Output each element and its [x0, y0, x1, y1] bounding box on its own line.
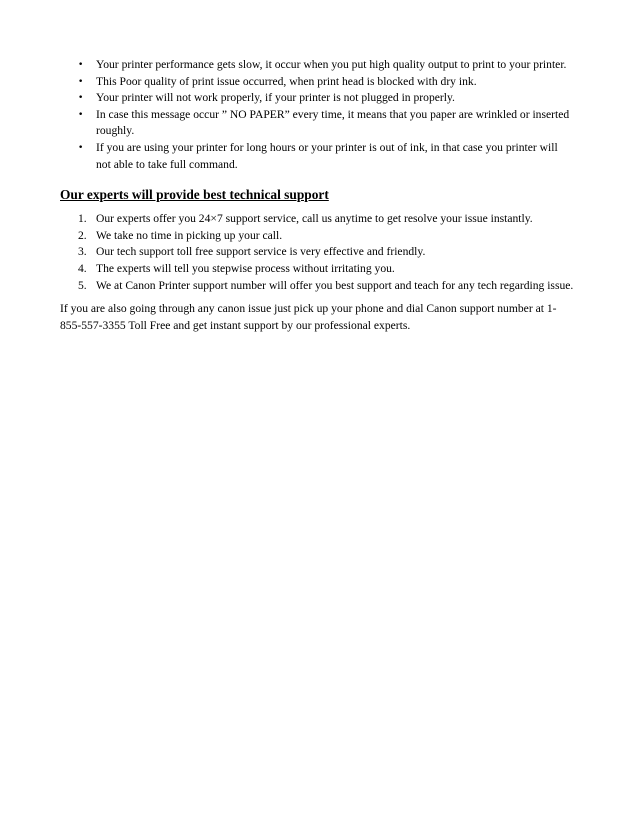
bullet-text: In case this message occur ” NO PAPER” every time, it means that you paper are wrinkled or inserted roughly. [96, 107, 570, 138]
item-number: 4. [78, 261, 87, 275]
item-number: 3. [78, 245, 87, 259]
numbered-item [78, 244, 574, 261]
support-numbered-list [60, 211, 574, 294]
bullet-icon: • [78, 76, 84, 87]
closing-paragraph: If you are also going through any canon issue just pick up your phone and dial Canon support number at 1-855-557-3355 Toll Free and get instant support by our professional experts. [60, 302, 557, 332]
numbered-item [78, 228, 574, 245]
numbered-text: Our tech support toll free support service is very effective and friendly. [96, 245, 426, 259]
section-heading: Our experts will provide best technical support [60, 187, 329, 203]
bullet-text: Your printer performance gets slow, it occur when you put high quality output to print to your printer. [96, 58, 567, 71]
numbered-text: Our experts offer you 24×7 support service, call us anytime to get resolve your issue instantly. [96, 212, 533, 226]
numbered-item [78, 261, 574, 278]
bullet-icon: • [78, 109, 84, 120]
numbered-text: The experts will tell you stepwise process without irritating you. [96, 261, 395, 275]
item-number: 2. [78, 228, 87, 242]
numbered-item [78, 211, 574, 228]
bullet-item [78, 74, 574, 91]
bullet-item [78, 107, 574, 140]
bullet-text: If you are using your printer for long hours or your printer is out of ink, in that case you printer will not able to take full command. [96, 140, 558, 171]
problems-bullet-list [60, 57, 574, 173]
numbered-text: We take no time in picking up your call. [96, 228, 283, 242]
bullet-item [78, 90, 574, 107]
bullet-text: Your printer will not work properly, if your printer is not plugged in properly. [96, 91, 455, 105]
bullet-icon: • [78, 142, 84, 153]
item-number: 1. [78, 212, 87, 226]
bullet-icon: • [78, 93, 84, 104]
bullet-item [78, 140, 574, 173]
bullet-icon: • [78, 60, 84, 70]
support-section [60, 211, 574, 294]
item-number: 5. [78, 278, 87, 292]
bullet-item [78, 57, 574, 74]
numbered-text: We at Canon Printer support number will offer you best support and teach for any tech regarding issue. [96, 278, 574, 292]
bullet-text: This Poor quality of print issue occurred, when print head is blocked with dry ink. [96, 74, 477, 88]
numbered-item [78, 278, 574, 295]
problems-section [60, 57, 574, 173]
